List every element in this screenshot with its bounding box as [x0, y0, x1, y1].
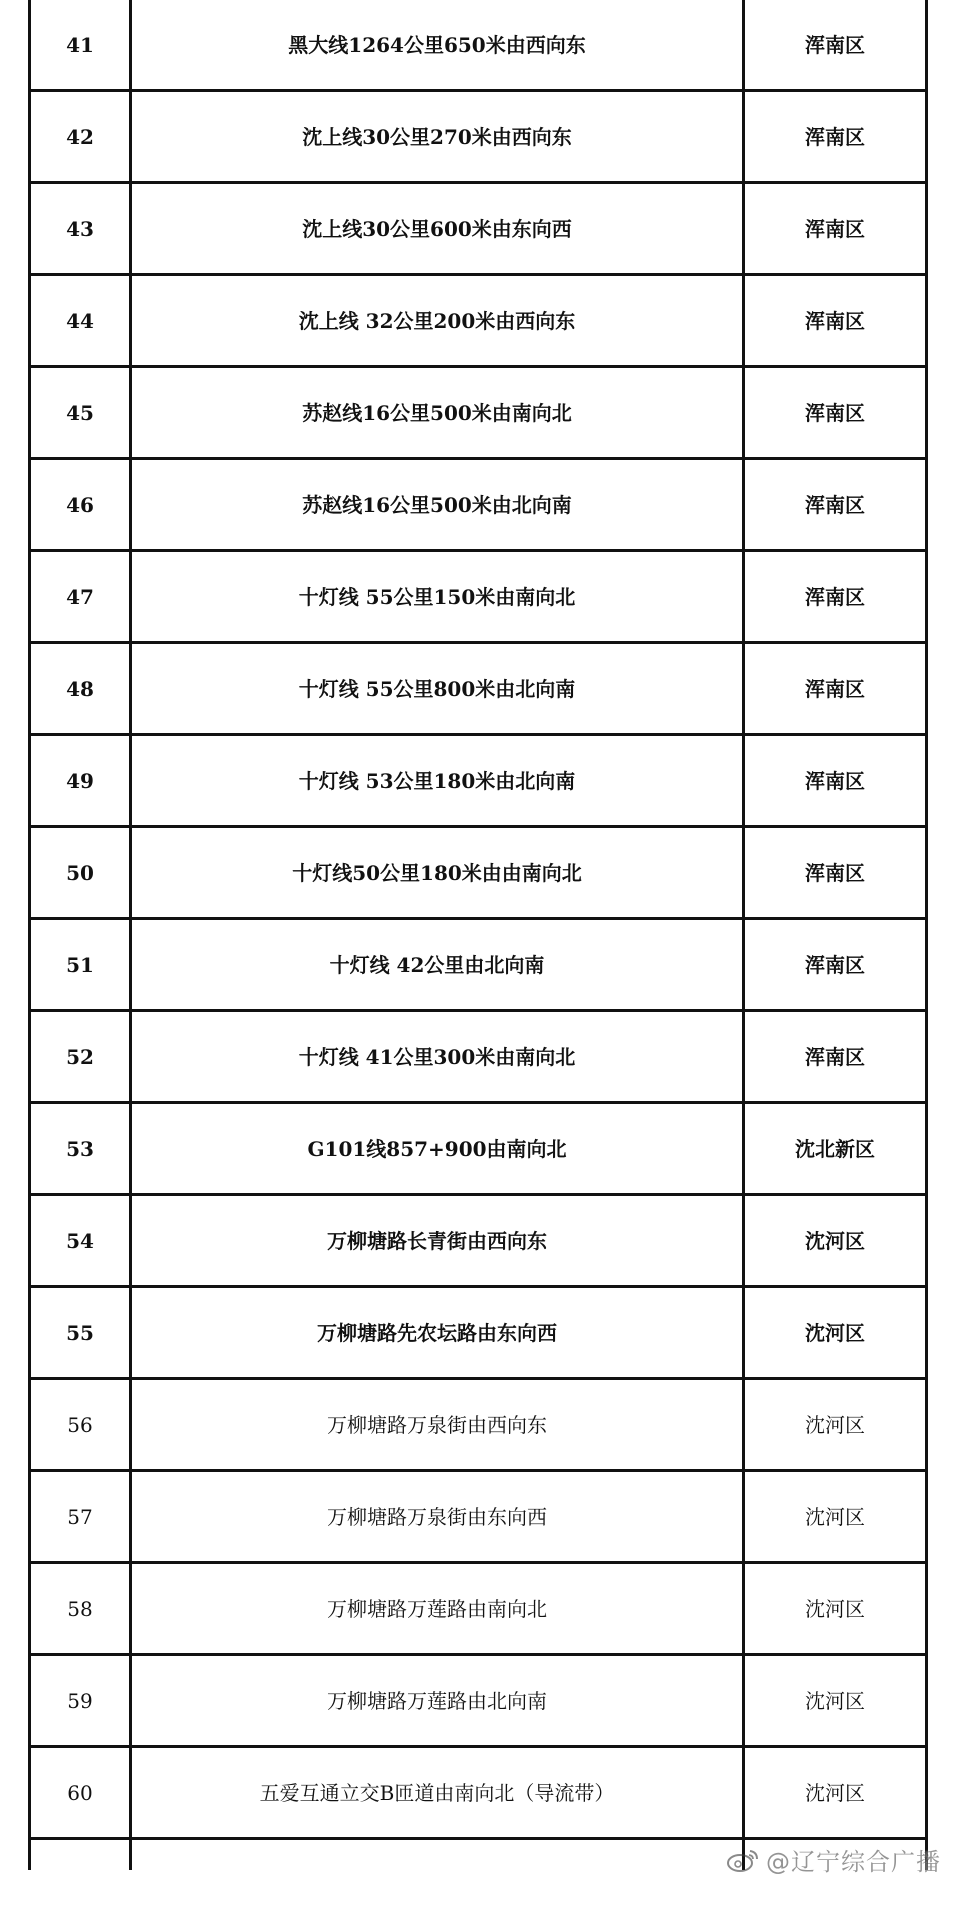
district-cell: 浑南区: [744, 0, 927, 91]
district-cell: 浑南区: [744, 919, 927, 1011]
district-cell: 沈河区: [744, 1287, 927, 1379]
district-cell: 浑南区: [744, 551, 927, 643]
location-cell: 五爱互通立交B匝道由南向北（导流带）: [131, 1747, 744, 1839]
location-cell: 十灯线 41公里300米由南向北: [131, 1011, 744, 1103]
table-row: [30, 183, 927, 275]
row-number-cell: 53: [30, 1103, 131, 1195]
table-body: [30, 0, 927, 1870]
district-cell: 浑南区: [744, 183, 927, 275]
row-number-cell: 48: [30, 643, 131, 735]
table-row: [30, 1471, 927, 1563]
table-row: [30, 1011, 927, 1103]
location-cell: G101线857+900由南向北: [131, 1103, 744, 1195]
row-number-cell: 42: [30, 91, 131, 183]
district-cell: 沈河区: [744, 1655, 927, 1747]
district-cell: 浑南区: [744, 367, 927, 459]
district-cell: 沈河区: [744, 1563, 927, 1655]
location-cell: 十灯线 53公里180米由北向南: [131, 735, 744, 827]
empty-cell: [131, 1839, 744, 1871]
table-row: [30, 1379, 927, 1471]
district-cell: 浑南区: [744, 643, 927, 735]
table-row: [30, 1103, 927, 1195]
row-number-cell: 51: [30, 919, 131, 1011]
row-number-cell: 60: [30, 1747, 131, 1839]
location-cell: 十灯线 55公里150米由南向北: [131, 551, 744, 643]
district-cell: 浑南区: [744, 459, 927, 551]
district-cell: 浑南区: [744, 275, 927, 367]
table-row: [30, 551, 927, 643]
row-number-cell: 43: [30, 183, 131, 275]
row-number-cell: 52: [30, 1011, 131, 1103]
location-cell: 沈上线 32公里200米由西向东: [131, 275, 744, 367]
table-row: [30, 367, 927, 459]
location-cell: 十灯线 42公里由北向南: [131, 919, 744, 1011]
district-cell: 浑南区: [744, 91, 927, 183]
row-number-cell: 46: [30, 459, 131, 551]
table-row: [30, 827, 927, 919]
location-cell: 万柳塘路长青街由西向东: [131, 1195, 744, 1287]
watermark: [726, 1842, 941, 1877]
location-cell: 万柳塘路万莲路由南向北: [131, 1563, 744, 1655]
row-number-cell: 45: [30, 367, 131, 459]
location-cell: 苏赵线16公里500米由北向南: [131, 459, 744, 551]
row-number-cell: 55: [30, 1287, 131, 1379]
table-row: [30, 1287, 927, 1379]
weibo-icon: [726, 1847, 760, 1873]
district-cell: 浑南区: [744, 735, 927, 827]
table-row: [30, 643, 927, 735]
location-cell: 万柳塘路万泉街由西向东: [131, 1379, 744, 1471]
district-cell: 沈河区: [744, 1471, 927, 1563]
district-cell: 浑南区: [744, 1011, 927, 1103]
table-row: [30, 1563, 927, 1655]
table-row: [30, 275, 927, 367]
row-number-cell: 50: [30, 827, 131, 919]
row-number-cell: 44: [30, 275, 131, 367]
row-number-cell: 54: [30, 1195, 131, 1287]
district-cell: 沈河区: [744, 1379, 927, 1471]
table-row: [30, 459, 927, 551]
table-row: [30, 1747, 927, 1839]
location-cell: 万柳塘路万泉街由东向西: [131, 1471, 744, 1563]
table-row: [30, 1195, 927, 1287]
row-number-cell: 57: [30, 1471, 131, 1563]
location-cell: 万柳塘路万莲路由北向南: [131, 1655, 744, 1747]
watermark-text: @辽宁综合广播: [766, 1848, 941, 1876]
district-cell: 沈北新区: [744, 1103, 927, 1195]
location-cell: 苏赵线16公里500米由南向北: [131, 367, 744, 459]
location-cell: 黑大线1264公里650米由西向东: [131, 0, 744, 91]
row-number-cell: 58: [30, 1563, 131, 1655]
row-number-cell: 47: [30, 551, 131, 643]
row-number-cell: 59: [30, 1655, 131, 1747]
table-row: [30, 0, 927, 91]
district-cell: 浑南区: [744, 827, 927, 919]
row-number-cell: 56: [30, 1379, 131, 1471]
table-row: [30, 735, 927, 827]
location-cell: 万柳塘路先农坛路由东向西: [131, 1287, 744, 1379]
district-cell: 沈河区: [744, 1195, 927, 1287]
table-row: [30, 91, 927, 183]
row-number-cell: 49: [30, 735, 131, 827]
location-cell: 十灯线50公里180米由由南向北: [131, 827, 744, 919]
row-number-cell: 41: [30, 0, 131, 91]
district-cell: 沈河区: [744, 1747, 927, 1839]
table-row: [30, 919, 927, 1011]
location-cell: 十灯线 55公里800米由北向南: [131, 643, 744, 735]
empty-cell: [30, 1839, 131, 1871]
location-cell: 沈上线30公里270米由西向东: [131, 91, 744, 183]
document-table: [28, 0, 928, 1870]
table-row: [30, 1655, 927, 1747]
location-cell: 沈上线30公里600米由东向西: [131, 183, 744, 275]
